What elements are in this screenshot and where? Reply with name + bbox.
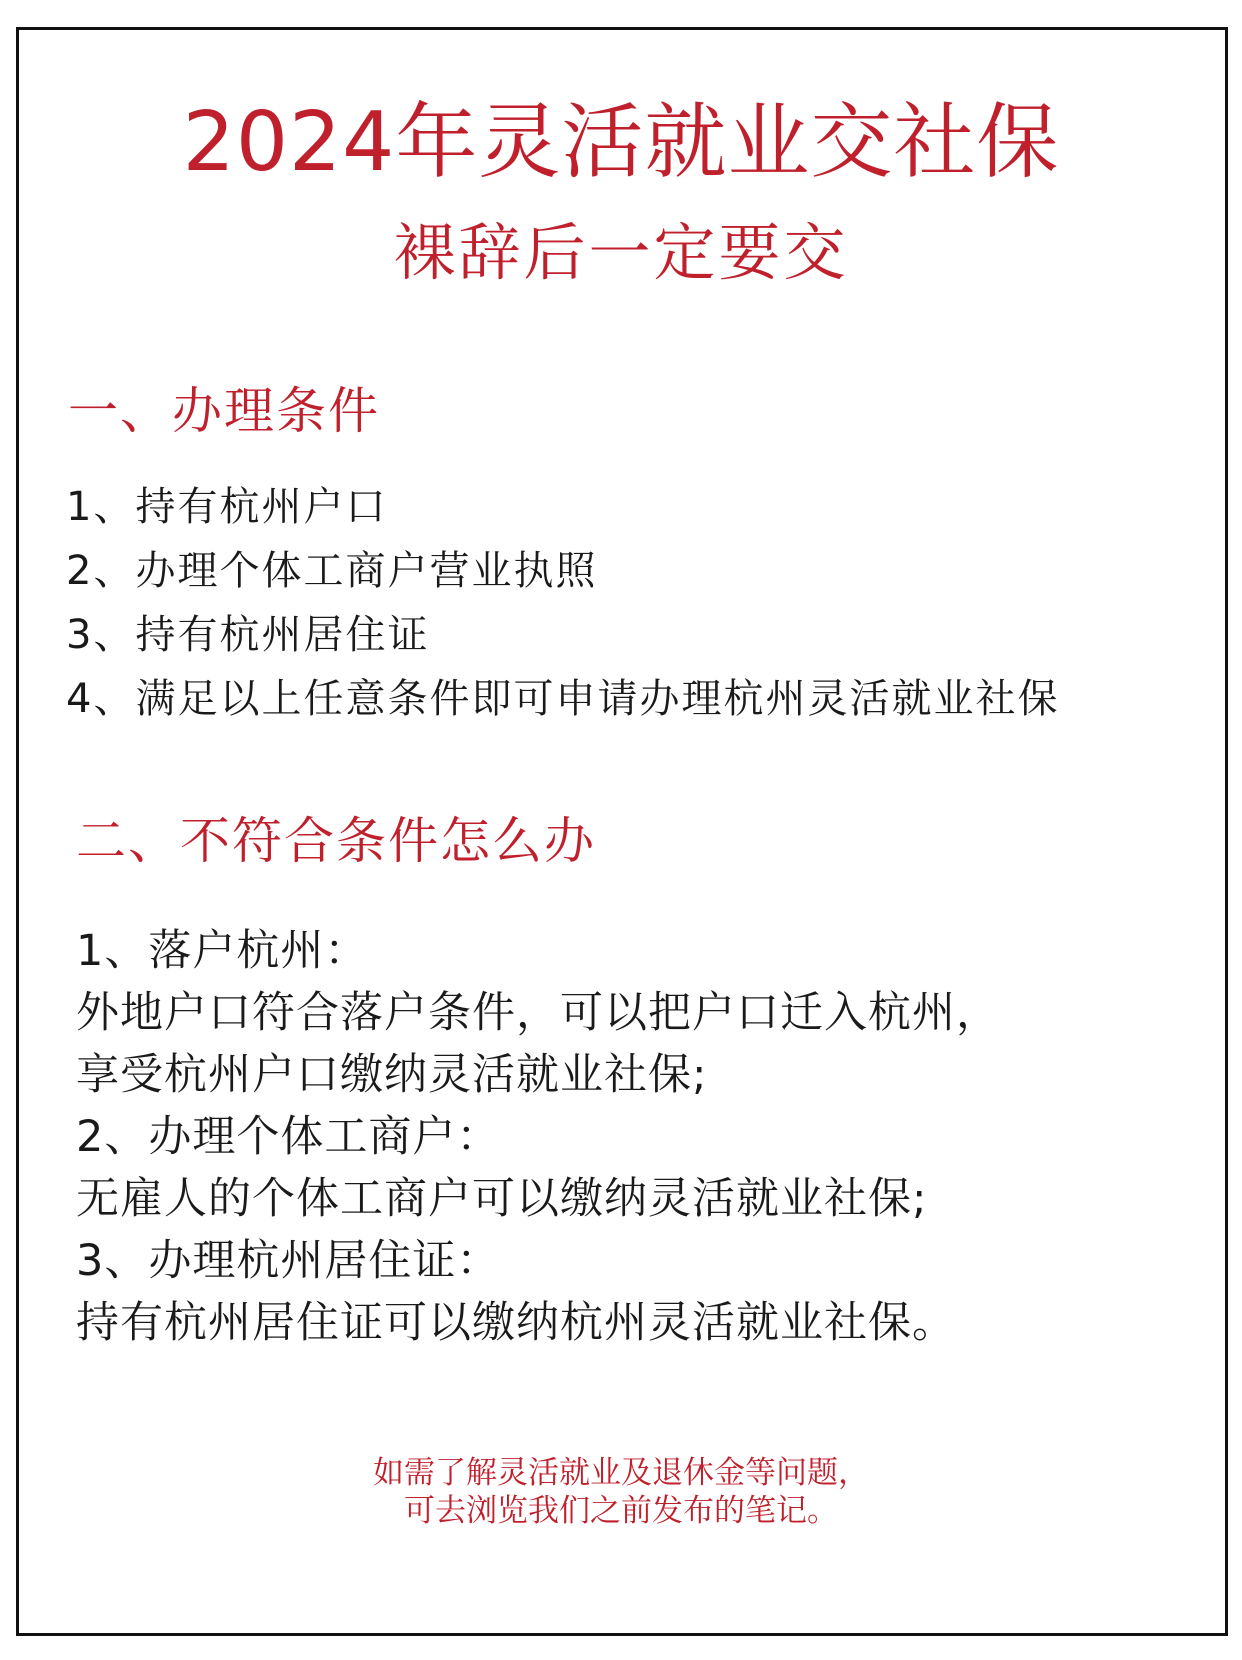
list-item: 3、持有杭州居住证	[66, 612, 430, 658]
section-heading-alternatives: 二、不符合条件怎么办	[76, 812, 596, 870]
list-item: 持有杭州居住证可以缴纳杭州灵活就业社保。	[76, 1298, 956, 1348]
list-item: 外地户口符合落户条件，可以把户口迁入杭州，	[76, 988, 1000, 1038]
footer-line: 可去浏览我们之前发布的笔记。	[404, 1493, 838, 1529]
list-item: 1、持有杭州户口	[66, 484, 388, 530]
list-item: 3、办理杭州居住证：	[76, 1236, 501, 1286]
page-title: 2024年灵活就业交社保	[182, 95, 1060, 190]
section-heading-conditions: 一、办理条件	[68, 382, 380, 440]
list-item: 4、满足以上任意条件即可申请办理杭州灵活就业社保	[66, 676, 1060, 722]
footer-line: 如需了解灵活就业及退休金等问题，	[373, 1455, 869, 1491]
footer-note	[0, 1454, 1242, 1530]
list-item: 无雇人的个体工商户可以缴纳灵活就业社保;	[76, 1174, 928, 1224]
list-item: 1、落户杭州：	[76, 926, 369, 976]
list-item: 2、办理个体工商户营业执照	[66, 548, 598, 594]
list-item: 2、办理个体工商户：	[76, 1112, 501, 1162]
page-subtitle: 裸辞后一定要交	[393, 216, 849, 289]
conditions-list	[66, 475, 1059, 731]
alternatives-list	[76, 920, 1000, 1354]
list-item: 享受杭州户口缴纳灵活就业社保;	[76, 1050, 708, 1100]
